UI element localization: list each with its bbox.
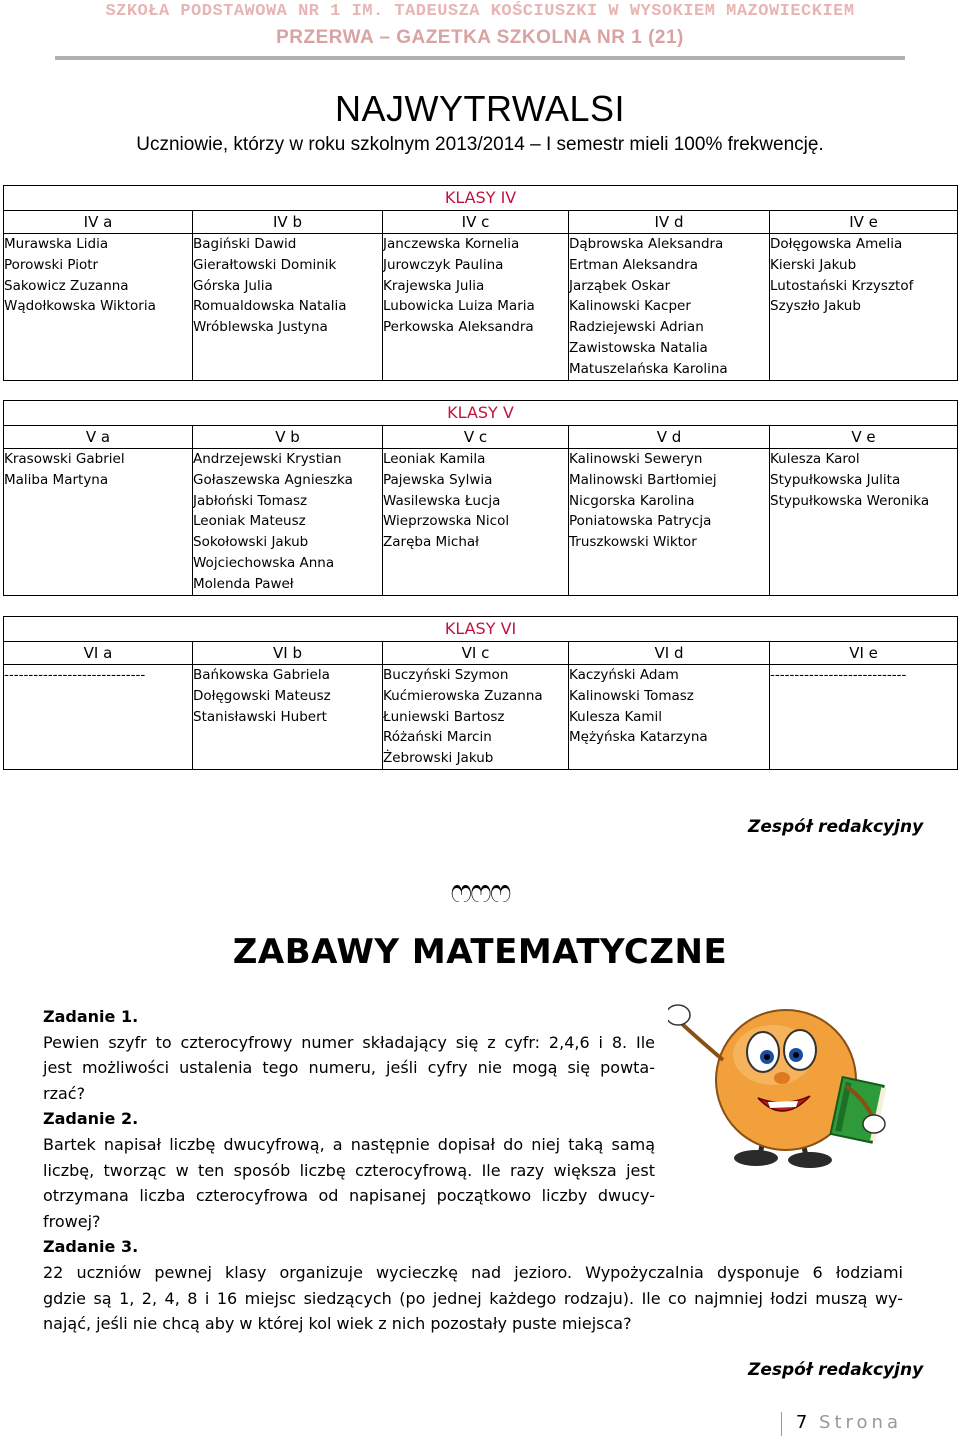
class-students xyxy=(4,234,193,381)
task-text-line: rzać? xyxy=(43,1083,86,1103)
page-number xyxy=(796,1412,902,1433)
student-name: Nicgorska Karolina xyxy=(569,492,695,509)
class-students xyxy=(383,449,569,596)
student-name: Dąbrowska Aleksandra xyxy=(569,236,724,252)
student-name: Gierałtowski Dominik xyxy=(193,256,337,273)
student-name: Molenda Paweł xyxy=(193,575,294,592)
student-name: Gołaszewska Agnieszka xyxy=(193,471,353,488)
student-name: Wądołkowska Wiktoria xyxy=(4,298,156,315)
class-students xyxy=(569,665,770,770)
student-name: Kalinowski Tomasz xyxy=(569,687,694,704)
class-students xyxy=(193,665,383,770)
task-text-line: Pewien szyfr to czterocyfrowy numer składający się z cyfr: 2,4,6 i 8. Ile xyxy=(43,1032,655,1052)
task-text-line: liczbę, tworząc w ten sposób liczbę czterocyfrową. Ile razy większa jest xyxy=(43,1160,655,1180)
student-name: Radziejewski Adrian xyxy=(569,319,704,336)
class-students xyxy=(383,665,569,770)
student-name: Krajewska Julia xyxy=(383,277,485,294)
student-name: Matuszelańska Karolina xyxy=(569,360,728,377)
student-name: Janczewska Kornelia xyxy=(383,236,520,252)
class-students xyxy=(569,449,770,596)
student-name: ---------------------------- xyxy=(770,667,907,683)
student-name: Stypułkowska Weronika xyxy=(770,492,930,509)
student-name: Buczyński Szymon xyxy=(383,667,509,683)
student-name: Górska Julia xyxy=(193,277,273,294)
student-name: Żebrowski Jakub xyxy=(383,750,494,767)
class-students xyxy=(569,234,770,381)
student-name: Murawska Lidia xyxy=(4,236,109,252)
task-text-line: jest możliwości ustalenia tego numeru, jeśli cyfry nie mogą się powta- xyxy=(43,1058,655,1078)
editor-signature-top: Zespół redakcyjny xyxy=(748,817,924,837)
student-name: Jurowczyk Paulina xyxy=(383,256,504,273)
decorative-ornament: ෆෆෆ xyxy=(450,872,510,910)
class-students xyxy=(383,234,569,381)
student-name: Bagiński Dawid xyxy=(193,236,297,252)
page-number-label: Strona xyxy=(819,1412,902,1433)
section-title: KLASY IV xyxy=(4,186,958,211)
article-subtitle: Uczniowie, którzy w roku szkolnym 2013/2014 – I semestr mieli 100% frekwencję. xyxy=(136,134,824,155)
student-name: Bańkowska Gabriela xyxy=(193,667,330,683)
student-name: Ertman Aleksandra xyxy=(569,256,699,273)
class-students xyxy=(193,234,383,381)
task-heading: Zadanie 3. xyxy=(43,1237,139,1257)
classes-table-vi xyxy=(3,616,958,770)
student-name: Romualdowska Natalia xyxy=(193,298,347,315)
student-name: Szyszło Jakub xyxy=(770,298,861,315)
student-name: Lubowicka Luiza Maria xyxy=(383,298,535,315)
task-heading: Zadanie 1. xyxy=(43,1007,139,1026)
student-name: Kierski Jakub xyxy=(770,256,857,273)
student-name: Stypułkowska Julita xyxy=(770,471,901,488)
student-name: Kućmierowska Zuzanna xyxy=(383,687,543,704)
class-name: IV c xyxy=(383,211,569,234)
student-name: Kaczyński Adam xyxy=(569,667,679,683)
student-name: Kalinowski Seweryn xyxy=(569,451,703,467)
student-name: Jabłoński Tomasz xyxy=(193,492,308,509)
student-name: Lutostański Krzysztof xyxy=(770,277,914,294)
task-heading: Zadanie 2. xyxy=(43,1109,139,1129)
student-name: Kulesza Kamil xyxy=(569,708,663,725)
class-name: V a xyxy=(4,426,193,449)
student-name: Jarząbek Oskar xyxy=(569,277,671,294)
class-name: IV b xyxy=(193,211,383,234)
header-divider xyxy=(55,56,905,60)
student-name: Leoniak Mateusz xyxy=(193,513,306,530)
student-name: Krasowski Gabriel xyxy=(4,451,125,467)
student-name: Wasilewska Łucja xyxy=(383,492,501,509)
class-students xyxy=(4,449,193,596)
student-name: Maliba Martyna xyxy=(4,471,109,488)
gazette-header: PRZERWA – GAZETKA SZKOLNA NR 1 (21) xyxy=(276,27,684,48)
class-name: VI a xyxy=(4,642,193,665)
student-name: Andrzejewski Krystian xyxy=(193,451,342,467)
student-name: Mężyńska Katarzyna xyxy=(569,729,708,746)
class-name: V e xyxy=(770,426,958,449)
student-name: Wieprzowska Nicol xyxy=(383,513,510,530)
class-name: V d xyxy=(569,426,770,449)
student-name: Wojciechowska Anna xyxy=(193,554,335,571)
page-number-value: 7 xyxy=(795,1412,808,1433)
student-name: Dołęgowski Mateusz xyxy=(193,687,331,704)
math-section-title: ZABAWY MATEMATYCZNE xyxy=(232,932,728,972)
class-name: VI c xyxy=(383,642,569,665)
task-text-line: gdzie są 1, 2, 4, 8 i 16 miejsc siedzących (po jednej każdego rodzaju). Ile co najmniej łodzi muszą wy- xyxy=(43,1288,903,1308)
student-name: Zaręba Michał xyxy=(383,534,479,551)
class-name: V c xyxy=(383,426,569,449)
task-text-line: otrzymana liczba czterocyfrowa od napisanej początkowo liczby dwucy- xyxy=(43,1186,655,1206)
task-text-line: 22 uczniów pewnej klasy organizuje wycieczkę nad jezioro. Wypożyczalnia dysponuje 6 łodziami xyxy=(43,1262,903,1282)
student-name: Truszkowski Wiktor xyxy=(569,534,697,551)
student-name: Różański Marcin xyxy=(383,729,492,746)
task-text-line: nająć, jeśli nie chcą aby w której kol wiek z nich pozostały puste miejsca? xyxy=(43,1314,632,1334)
student-name: Sokołowski Jakub xyxy=(193,534,309,551)
page-number-divider xyxy=(781,1412,782,1436)
book-mascot-illustration xyxy=(668,990,913,1170)
classes-table-iv xyxy=(3,185,958,381)
class-name: IV e xyxy=(770,211,958,234)
student-name: Porowski Piotr xyxy=(4,256,99,273)
student-name: ----------------------------- xyxy=(4,667,146,683)
student-name: Zawistowska Natalia xyxy=(569,339,708,356)
student-name: Poniatowska Patrycja xyxy=(569,513,712,530)
student-name: Wróblewska Justyna xyxy=(193,319,328,336)
class-students xyxy=(770,449,958,596)
student-name: Stanisławski Hubert xyxy=(193,708,327,725)
student-name: Kulesza Karol xyxy=(770,451,860,467)
task-text-line: frowej? xyxy=(43,1211,101,1231)
class-students xyxy=(770,234,958,381)
class-name: V b xyxy=(193,426,383,449)
student-name: Kalinowski Kacper xyxy=(569,298,691,315)
student-name: Perkowska Aleksandra xyxy=(383,319,534,336)
class-name: IV d xyxy=(569,211,770,234)
student-name: Pajewska Sylwia xyxy=(383,471,493,488)
student-name: Sakowicz Zuzanna xyxy=(4,277,129,294)
class-students xyxy=(4,665,193,770)
class-students xyxy=(193,449,383,596)
class-name: IV a xyxy=(4,211,193,234)
student-name: Leoniak Kamila xyxy=(383,451,486,467)
classes-table-v xyxy=(3,400,958,596)
school-header: SZKOŁA PODSTAWOWA NR 1 IM. TADEUSZA KOŚCIUSZKI W WYSOKIEM MAZOWIECKIEM xyxy=(105,2,855,21)
section-title: KLASY VI xyxy=(4,617,958,642)
article-title: NAJWYTRWALSI xyxy=(334,88,626,129)
editor-signature-bottom: Zespół redakcyjny xyxy=(748,1360,924,1380)
task-text-line: Bartek napisał liczbę dwucyfrową, a następnie dopisał do niej taką samą xyxy=(43,1134,655,1154)
class-students xyxy=(770,665,958,770)
class-name: VI b xyxy=(193,642,383,665)
student-name: Malinowski Bartłomiej xyxy=(569,471,717,488)
section-title: KLASY V xyxy=(4,401,958,426)
class-name: VI e xyxy=(770,642,958,665)
student-name: Łuniewski Bartosz xyxy=(383,708,505,725)
class-name: VI d xyxy=(569,642,770,665)
student-name: Dołęgowska Amelia xyxy=(770,236,903,252)
